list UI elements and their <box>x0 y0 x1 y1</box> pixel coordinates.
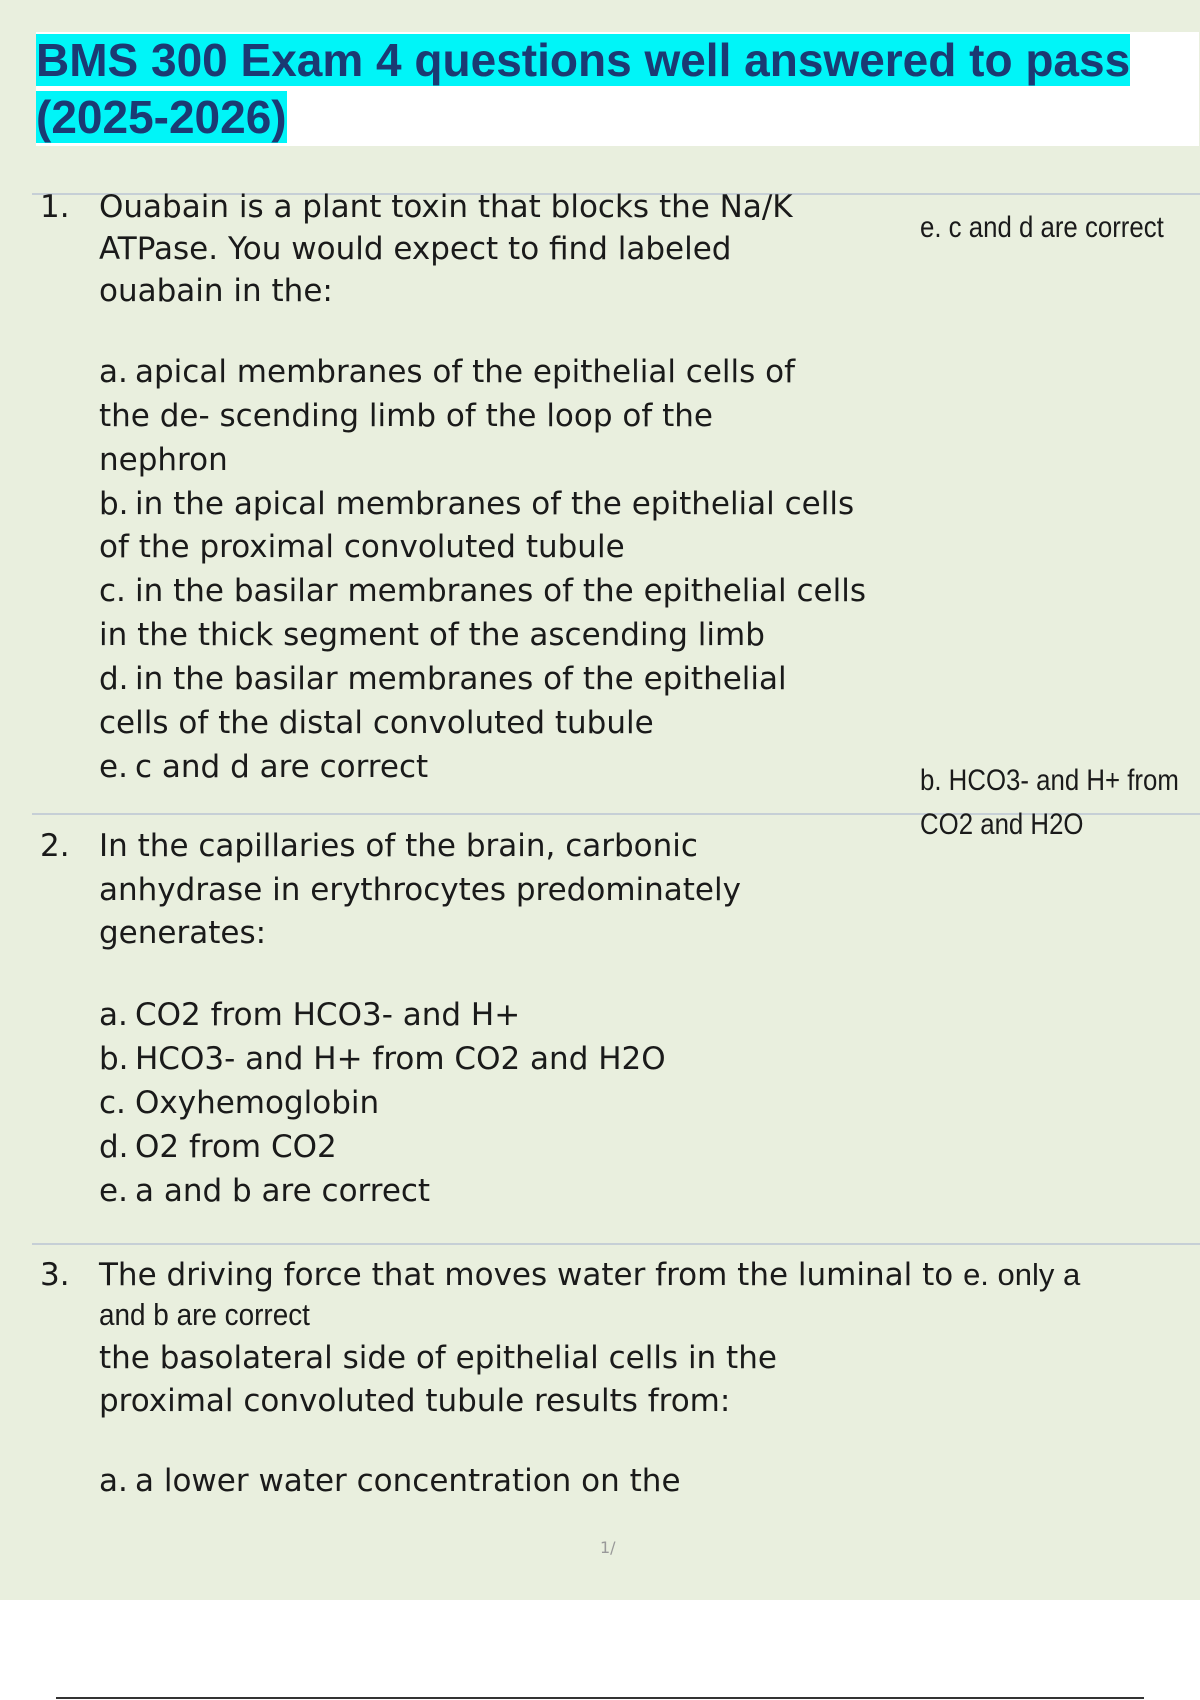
question-stem-line: In the capillaries of the brain, carbonic <box>99 828 698 864</box>
title-line-1: BMS 300 Exam 4 questions well answered to pass <box>36 34 1131 86</box>
question-stem-text: The driving force that moves water from the luminal to <box>99 1257 954 1293</box>
answer-key: e. c and d are correct <box>920 211 1164 244</box>
question-stem-line: the basolateral side of epithelial cells in the <box>99 1340 777 1376</box>
option-e <box>99 747 428 787</box>
option-text: in the basilar membranes of the epithelial cells <box>135 573 866 609</box>
option-text: c and d are correct <box>135 749 429 785</box>
footer-divider <box>56 1697 1144 1699</box>
option-text: in the apical membranes of the epithelial cells <box>135 486 855 522</box>
option-letter: c. <box>99 573 126 609</box>
option-text: in the basilar membranes of the epithelial <box>135 661 787 697</box>
question-number: 3. <box>40 1257 70 1293</box>
question-stem-line: proximal convoluted tubule results from: <box>99 1383 731 1419</box>
option-text: apical membranes of the epithelial cells of <box>135 354 796 390</box>
answer-key-line: and b are correct <box>99 1297 310 1332</box>
option-d <box>99 1127 337 1167</box>
option-letter: b. <box>99 486 129 522</box>
option-letter: b. <box>99 1041 129 1077</box>
option-text-line: of the proximal convoluted tubule <box>99 529 625 565</box>
option-text-line: the de- scending limb of the loop of the <box>99 398 714 434</box>
option-letter: a. <box>99 997 128 1033</box>
option-a <box>99 352 795 392</box>
option-b <box>99 484 854 524</box>
option-text: HCO3- and H+ from CO2 and H2O <box>135 1041 666 1077</box>
option-letter: c. <box>99 1085 126 1121</box>
option-e <box>99 1171 430 1211</box>
answer-key: b. HCO3- and H+ from <box>920 764 1179 797</box>
page-title <box>36 32 1199 146</box>
option-a <box>99 1461 681 1501</box>
option-letter: e. <box>99 749 128 785</box>
option-a <box>99 995 520 1035</box>
question-number: 2. <box>40 828 70 864</box>
question-stem-line: anhydrase in erythrocytes predominately <box>99 872 741 908</box>
question-stem-line <box>99 1255 1080 1295</box>
answer-key: e. only a <box>963 1257 1081 1292</box>
option-text-line: in the thick segment of the ascending limb <box>99 617 765 653</box>
option-text: Oxyhemoglobin <box>135 1085 380 1121</box>
option-d <box>99 659 787 699</box>
option-c <box>99 1083 379 1123</box>
option-letter: d. <box>99 1129 129 1165</box>
option-text: CO2 from HCO3- and H+ <box>135 997 521 1033</box>
question-number: 1. <box>40 189 70 225</box>
question-stem-line: Ouabain is a plant toxin that blocks the Na/K <box>99 189 793 225</box>
option-text-line: cells of the distal convoluted tubule <box>99 705 654 741</box>
page-number: 1/ <box>600 1538 616 1557</box>
answer-key-line: CO2 and H2O <box>920 808 1084 841</box>
option-letter: e. <box>99 1173 128 1209</box>
question-stem-line: ATPase. You would expect to find labeled <box>99 231 732 267</box>
option-text: a and b are correct <box>135 1173 431 1209</box>
option-text: a lower water concentration on the <box>135 1463 681 1499</box>
title-line-2: (2025-2026) <box>36 91 287 143</box>
option-letter: a. <box>99 1463 128 1499</box>
question-stem-line: generates: <box>99 915 267 951</box>
option-letter: a. <box>99 354 128 390</box>
option-letter: d. <box>99 661 129 697</box>
option-b <box>99 1039 666 1079</box>
option-text-line: nephron <box>99 442 228 478</box>
question-divider <box>32 1243 1200 1245</box>
option-c <box>99 571 866 611</box>
question-stem-line: ouabain in the: <box>99 273 333 309</box>
option-text: O2 from CO2 <box>135 1129 337 1165</box>
